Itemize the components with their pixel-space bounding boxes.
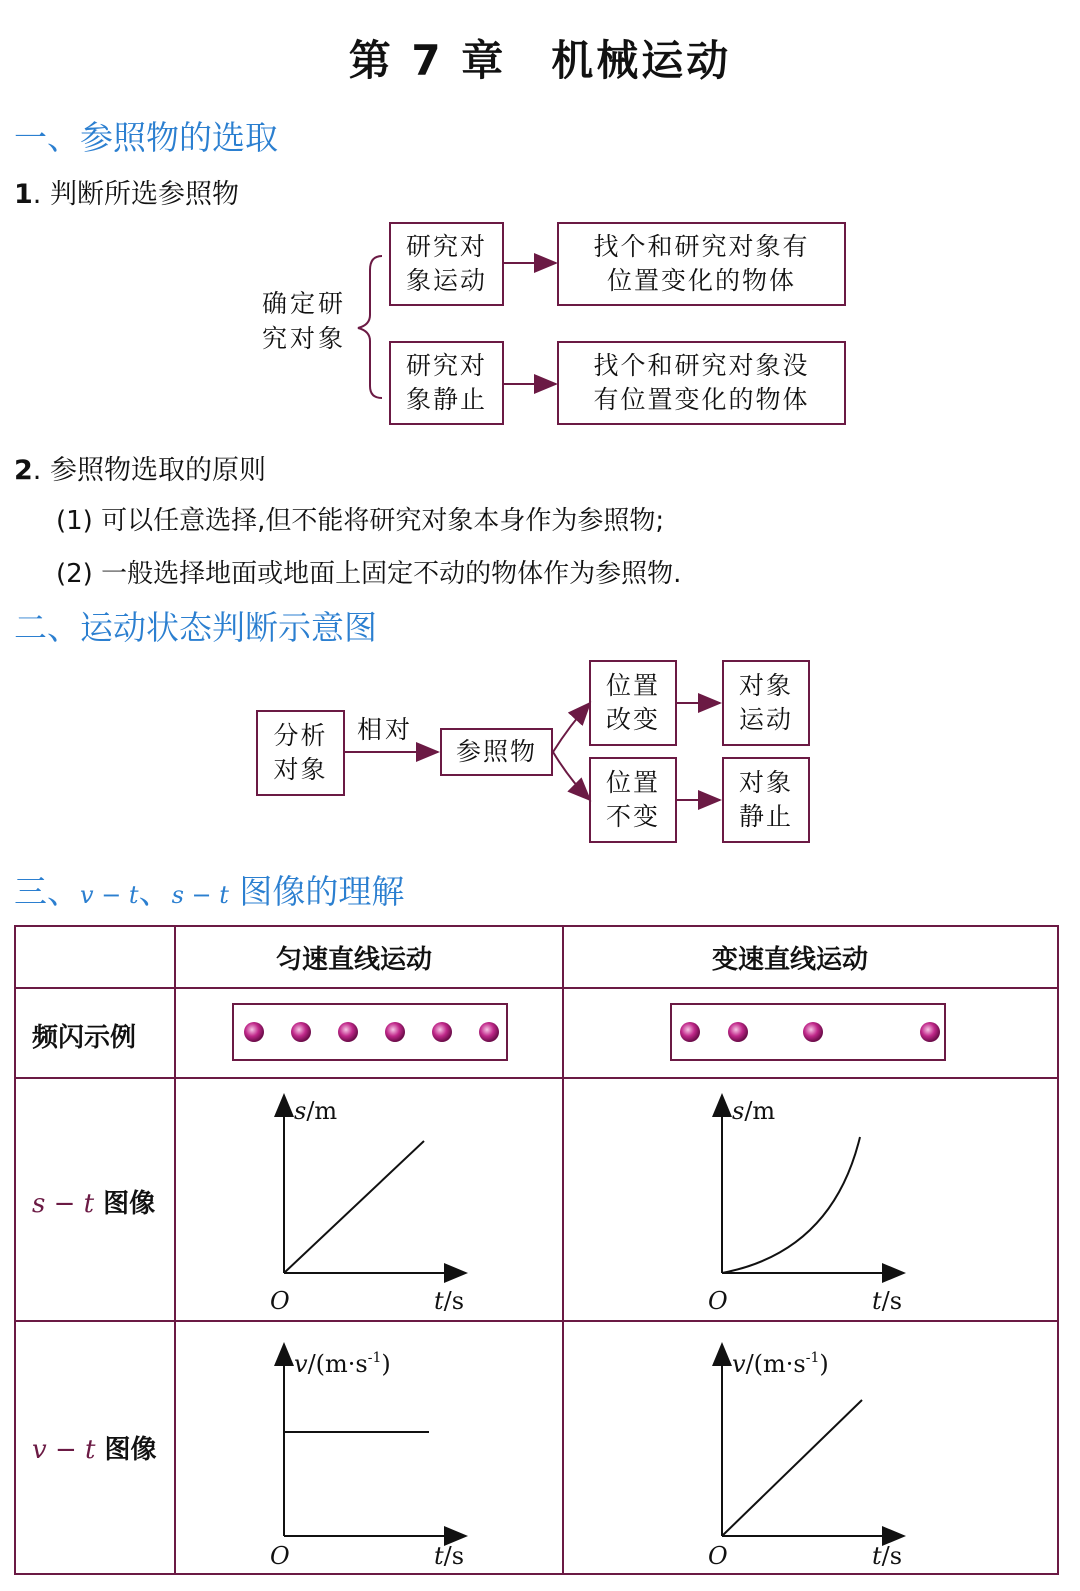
- section-3-heading: 三、v − t、s − t 图像的理解: [14, 872, 405, 911]
- svg-text:v/(m·s-1): $v/(m\cdot s^{-1})$: [294, 1350, 391, 1378]
- svg-text:t/s: t/s: [872, 1287, 903, 1315]
- svg-text:v/(m·s-1): $v/(m\cdot s^{-1})$: [732, 1350, 829, 1378]
- svg-text:O: O: [708, 1542, 728, 1570]
- box-object-rests: 对象 静止: [722, 757, 810, 843]
- label-relative: 相对: [357, 715, 414, 744]
- st-curve-variable: [722, 1137, 860, 1273]
- principle-2: (2) 一般选择地面或地面上固定不动的物体作为参照物.: [56, 559, 682, 589]
- item-1-text: . 判断所选参照物: [32, 179, 239, 210]
- box-position-changed: 位置 改变: [589, 660, 677, 746]
- heading-st: s − t: [171, 881, 229, 909]
- root-determine-object: 确定研 究对象: [262, 289, 347, 353]
- dot: [728, 1022, 748, 1042]
- motion-comparison-table: [14, 925, 1059, 1575]
- svg-text:t/s: t/s: [872, 1542, 903, 1570]
- dot: [244, 1022, 264, 1042]
- arrow-to-unchanged: [553, 752, 590, 800]
- box-reference: 参照物: [440, 728, 553, 776]
- vt-graph-uniform: [254, 1330, 494, 1570]
- strobe-uniform: [232, 1003, 508, 1061]
- row-strobe-label: 频闪示例: [32, 1023, 137, 1053]
- dot: [291, 1022, 311, 1042]
- vt-line-variable: [722, 1400, 862, 1536]
- vt-graph-variable: [692, 1330, 932, 1570]
- header-uniform: 匀速直线运动: [276, 945, 433, 975]
- section-2-heading: 二、运动状态判断示意图: [14, 608, 377, 647]
- heading-vt: v − t: [80, 881, 139, 909]
- svg-text:O: O: [708, 1287, 728, 1315]
- item-1-number: 1: [14, 179, 33, 210]
- dot: [479, 1022, 499, 1042]
- dot: [432, 1022, 452, 1042]
- item-2-number: 2: [14, 455, 33, 486]
- st-line-uniform: [284, 1141, 424, 1273]
- box-object-still: 研究对 象静止: [389, 341, 504, 425]
- st-graph-variable: [692, 1087, 932, 1315]
- st-graph-uniform: [254, 1087, 494, 1315]
- item-2-heading: [14, 448, 266, 487]
- svg-text:O: O: [270, 1287, 290, 1315]
- header-variable: 变速直线运动: [712, 945, 869, 975]
- box-analyze-object: 分析 对象: [256, 710, 345, 796]
- section-1-heading: 一、参照物的选取: [14, 118, 278, 157]
- item-2-text: . 参照物选取的原则: [32, 455, 266, 486]
- svg-text:t/s: t/s: [434, 1542, 465, 1570]
- svg-text:O: O: [270, 1542, 290, 1570]
- box-find-still-reference: 找个和研究对象没 有位置变化的物体: [557, 341, 846, 425]
- row-st-label: s − t 图像: [32, 1189, 156, 1219]
- dot: [803, 1022, 823, 1042]
- dot: [680, 1022, 700, 1042]
- principle-1: (1) 可以任意选择,但不能将研究对象本身作为参照物;: [56, 506, 665, 536]
- svg-text:t/s: t/s: [434, 1287, 465, 1315]
- dot: [338, 1022, 358, 1042]
- box-object-moves: 对象 运动: [722, 660, 810, 746]
- row-vt-label: v − t 图像: [32, 1435, 157, 1465]
- box-object-moving: 研究对 象运动: [389, 222, 504, 306]
- svg-text:s/m: s/m: [294, 1097, 338, 1125]
- dot: [385, 1022, 405, 1042]
- brace-shape: [358, 256, 382, 398]
- svg-text:s/m: s/m: [732, 1097, 776, 1125]
- arrow-to-changed: [553, 703, 590, 752]
- page-title: 第 7 章 机械运动: [348, 36, 732, 85]
- box-find-moving-reference: 找个和研究对象有 位置变化的物体: [557, 222, 846, 306]
- box-position-unchanged: 位置 不变: [589, 757, 677, 843]
- dot: [920, 1022, 940, 1042]
- strobe-variable: [670, 1003, 946, 1061]
